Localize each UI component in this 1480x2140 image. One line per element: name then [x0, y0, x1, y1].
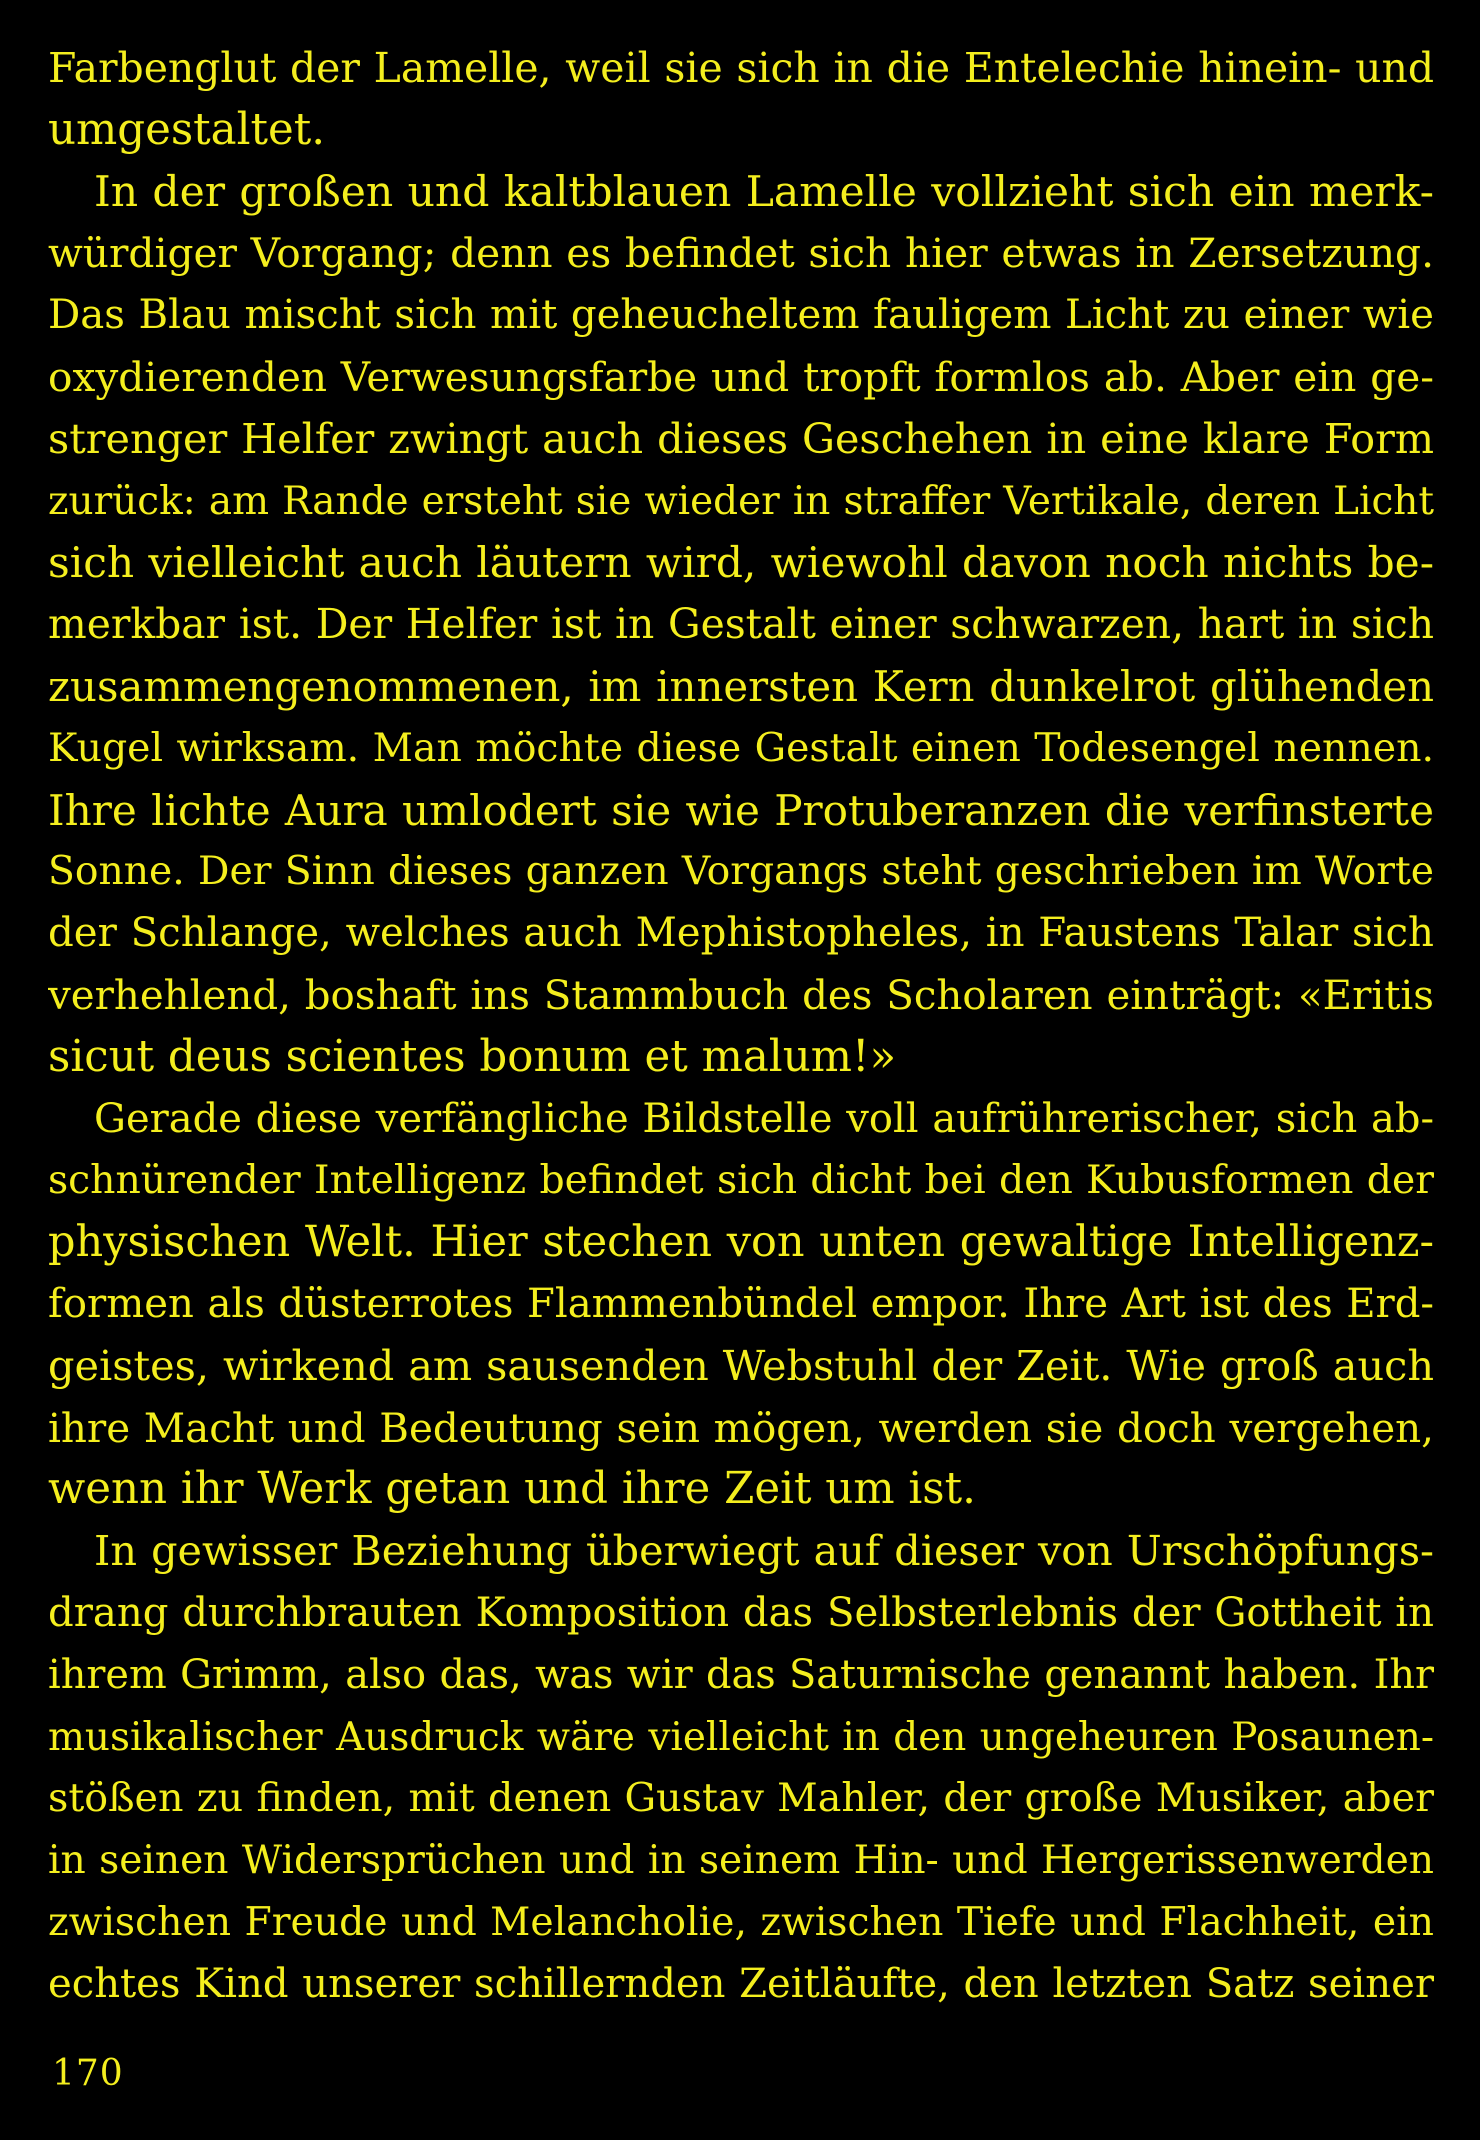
- body-text: [48, 38, 1434, 2016]
- text-line: würdiger Vorgang; denn es befindet sich hier etwas in Zersetzung.: [48, 229, 1434, 278]
- text-line: verhehlend, boshaft ins Stammbuch des Scholaren einträgt: «Eritis: [48, 971, 1434, 1019]
- text-line: ihre Macht und Bedeutung sein mögen, werden sie doch vergehen,: [48, 1403, 1434, 1452]
- text-line: Farbenglut der Lamelle, weil sie sich in die Entelechie hinein- und: [48, 44, 1434, 92]
- page-number: 170: [52, 2053, 124, 2094]
- text-line: Sonne. Der Sinn dieses ganzen Vorgangs steht geschrieben im Worte: [48, 849, 1434, 895]
- text-line: geistes, wirkend am sausenden Webstuhl der Zeit. Wie groß auch: [48, 1341, 1434, 1390]
- text-line: zwischen Freude und Melancholie, zwischen Tiefe und Flachheit, ein: [48, 1899, 1434, 1945]
- text-line: zusammengenommenen, im innersten Kern dunkelrot glühenden: [48, 661, 1434, 711]
- text-line: strenger Helfer zwingt auch dieses Geschehen in eine klare Form: [48, 414, 1434, 463]
- text-line: Das Blau mischt sich mit geheucheltem fauligem Licht zu einer wie: [48, 292, 1434, 339]
- text-line: Kugel wirksam. Man möchte diese Gestalt einen Todesengel nennen.: [48, 724, 1434, 771]
- text-line: physischen Welt. Hier stechen von unten gewaltige Intelligenz-: [48, 1217, 1434, 1268]
- text-line: ihrem Grimm, also das, was wir das Saturnische genannt haben. Ihr: [48, 1651, 1434, 1698]
- text-line: sicut deus scientes bonum et malum!»: [48, 1031, 897, 1082]
- text-line: sich vielleicht auch läutern wird, wiewohl davon noch nichts be-: [48, 538, 1434, 588]
- text-line: wenn ihr Werk getan und ihre Zeit um ist.: [48, 1464, 976, 1515]
- text-line: der Schlange, welches auch Mephistopheles, in Faustens Talar sich: [48, 910, 1434, 957]
- text-line: stößen zu finden, mit denen Gustav Mahler, der große Musiker, aber: [48, 1775, 1434, 1822]
- text-line: In gewisser Beziehung überwiegt auf dieser von Urschöpfungs-: [94, 1527, 1434, 1576]
- text-line: drang durchbrauten Komposition das Selbsterlebnis der Gottheit in: [48, 1589, 1434, 1636]
- text-line: musikalischer Ausdruck wäre vielleicht in den ungeheuren Posaunen-: [48, 1714, 1434, 1760]
- text-line: in seinen Widersprüchen und in seinem Hin- und Hergerissenwerden: [48, 1838, 1434, 1884]
- text-line: echtes Kind unserer schillernden Zeitläufte, den letzten Satz seiner: [48, 1960, 1434, 2007]
- text-line: oxydierenden Verwesungsfarbe und tropft formlos ab. Aber ein ge-: [48, 352, 1434, 401]
- text-line: zurück: am Rande ersteht sie wieder in straffer Vertikale, deren Licht: [48, 478, 1434, 524]
- text-line: umgestaltet.: [48, 104, 326, 155]
- text-line: schnürender Intelligenz befindet sich dicht bei den Kubusformen der: [48, 1158, 1434, 1204]
- text-line: merkbar ist. Der Helfer ist in Gestalt einer schwarzen, hart in sich: [48, 600, 1434, 649]
- text-line: Ihre lichte Aura umlodert sie wie Protuberanzen die verfinsterte: [48, 785, 1434, 835]
- text-line: In der großen und kaltblauen Lamelle vollzieht sich ein merk-: [94, 167, 1434, 217]
- text-line: formen als düsterrotes Flammenbündel empor. Ihre Art ist des Erd-: [48, 1280, 1434, 1327]
- text-line: Gerade diese verfängliche Bildstelle voll aufrührerischer, sich ab-: [94, 1095, 1434, 1142]
